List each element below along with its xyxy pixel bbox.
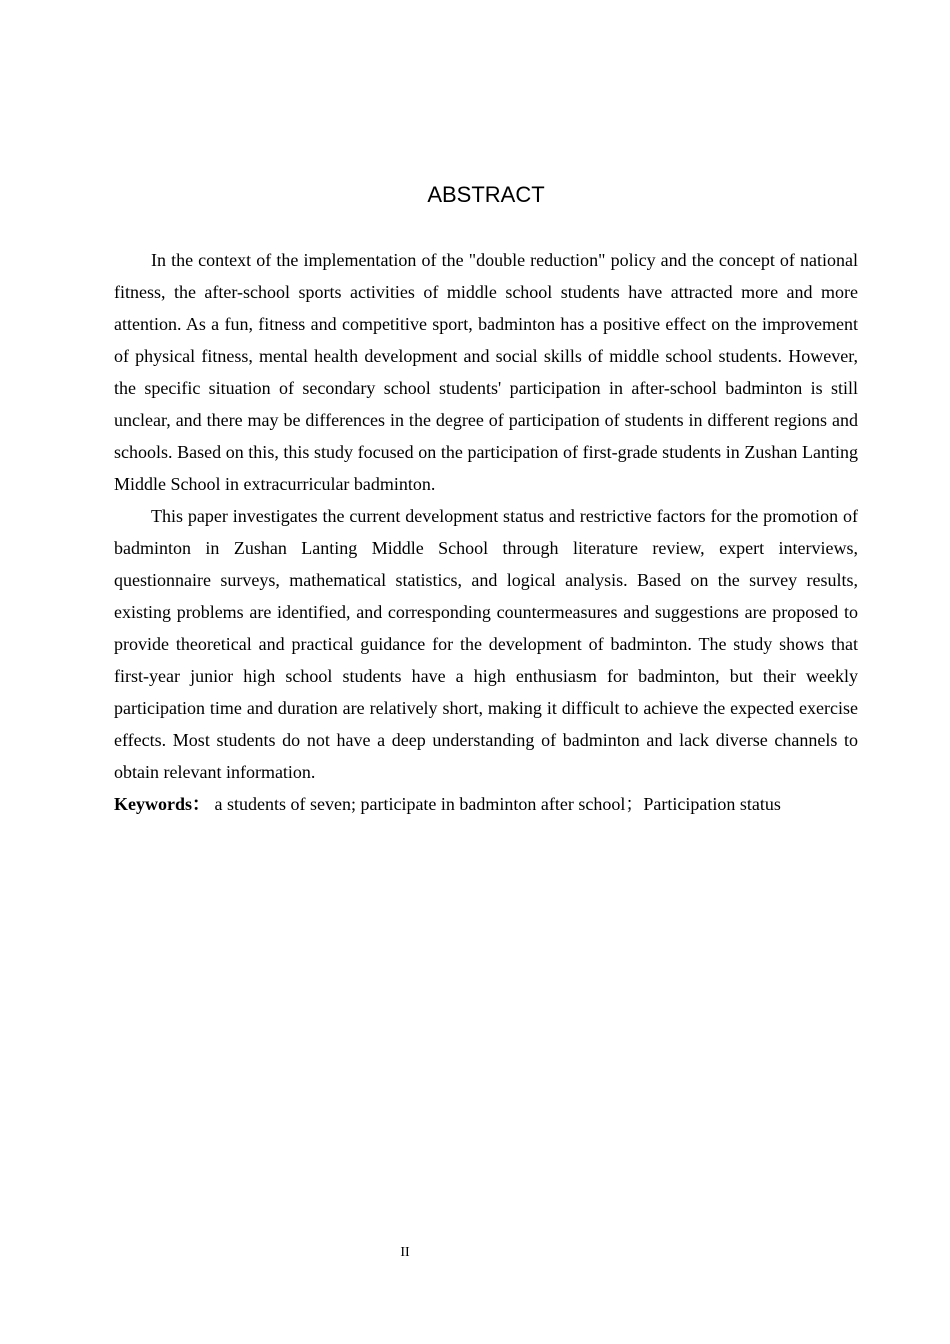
abstract-title: ABSTRACT <box>427 182 545 207</box>
abstract-paragraph-2: This paper investigates the current development status and restrictive factors for the promotion of badminton in Zushan Lanting Middle School through literature review, expert interviews, questionnaire surveys, mathematical statistics, and logical analysis. Based on the survey results, existing problems are identified, and corresponding countermeasures and suggestions are proposed to provide theoretical and practical guidance for the development of badminton. The study shows that first-year junior high school students have a high enthusiasm for badminton, but their weekly participation time and duration are relatively short, making it difficult to achieve the expected exercise effects. Most students do not have a deep understanding of badminton and lack diverse channels to obtain relevant information. <box>114 506 858 782</box>
keywords-label: Keywords： <box>114 794 210 814</box>
keywords-text: a students of seven; participate in badminton after school；Participation status <box>214 794 781 814</box>
abstract-body <box>114 244 858 820</box>
abstract-paragraph-1: In the context of the implementation of the "double reduction" policy and the concept of national fitness, the after-school sports activities of middle school students have attracted more and more attention. As a fun, fitness and competitive sport, badminton has a positive effect on the improvement of physical fitness, mental health development and social skills of middle school students. However, the specific situation of secondary school students' participation in after-school badminton is still unclear, and there may be differences in the degree of participation of students in different regions and schools. Based on this, this study focused on the participation of first-grade students in Zushan Lanting Middle School in extracurricular badminton. <box>114 250 858 494</box>
page-number: II <box>400 1245 410 1260</box>
keywords-line <box>114 788 858 820</box>
